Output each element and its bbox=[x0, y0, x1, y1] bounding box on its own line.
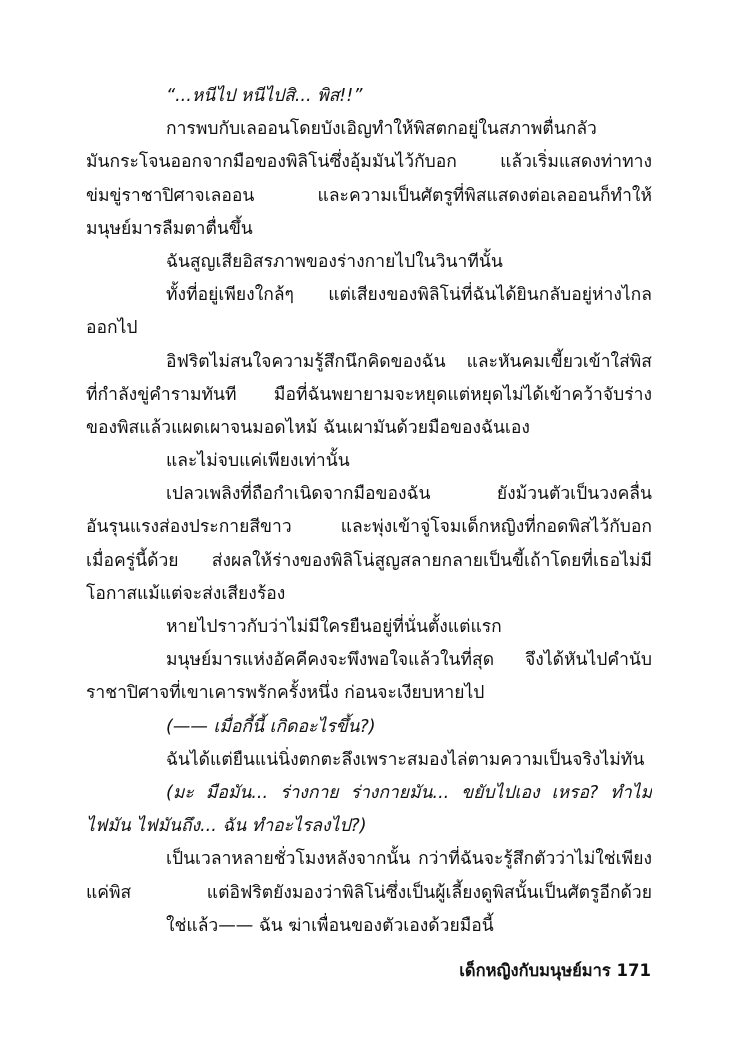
paragraph-line: และไม่จบแค่เพียงเท่านั้น bbox=[166, 451, 350, 472]
thought-line: (มะ มือมัน... ร่างกาย ร่างกายมัน... ขยับไปเอง เหรอ? ทำไม bbox=[166, 782, 652, 803]
thought-line: ไฟมัน ไฟมันถึง... ฉัน ทำอะไรลงไป?) bbox=[86, 816, 367, 837]
paragraph-line: การพบกับเลออนโดยบังเอิญทำให้พิสตกอยู่ในสภาพตื่นกลัว bbox=[166, 119, 597, 140]
paragraph-line: ทั้งที่อยู่เพียงใกล้ๆ แต่เสียงของพิลิโน่ที่ฉันได้ยินกลับอยู่ห่างไกล bbox=[166, 285, 652, 306]
paragraph-line: ฉันสูญเสียอิสรภาพของร่างกายไปในวินาทีนั้น bbox=[166, 251, 503, 272]
paragraph-line: ออกไป bbox=[86, 318, 138, 339]
page-footer bbox=[0, 958, 651, 984]
paragraph-line: ฉันได้แต่ยืนแน่นิ่งตกตะลึงเพราะสมองไล่ตามความเป็นจริงไม่ทัน bbox=[166, 749, 645, 770]
paragraph-line: ราชาปิศาจที่เขาเคารพรักครั้งหนึ่ง ก่อนจะเงียบหายไป bbox=[86, 683, 485, 704]
paragraph-line: ที่กำลังขู่คำรามทันที มือที่ฉันพยายามจะหยุดแต่หยุดไม่ได้เข้าคว้าจับร่าง bbox=[86, 384, 652, 405]
paragraph-line: เปลวเพลิงที่ถือกำเนิดจากมือของฉัน ยังม้วนตัวเป็นวงคลื่น bbox=[166, 484, 652, 505]
paragraph-line: หายไปราวกับว่าไม่มีใครยืนอยู่ที่นั่นตั้งแต่แรก bbox=[166, 617, 502, 637]
book-title: เด็กหญิงกับมนุษย์มาร bbox=[459, 961, 611, 980]
paragraph-line: เมื่อครู่นี้ด้วย ส่งผลให้ร่างของพิลิโน่สูญสลายกลายเป็นขี้เถ้าโดยที่เธอไม่มี bbox=[86, 550, 652, 571]
paragraph-line: อันรุนแรงส่องประกายสีขาว และพุ่งเข้าจู่โจมเด็กหญิงที่กอดพิสไว้กับอก bbox=[86, 517, 652, 538]
paragraph-line: เป็นเวลาหลายชั่วโมงหลังจากนั้น กว่าที่ฉันจะรู้สึกตัวว่าไม่ใช่เพียง bbox=[166, 849, 652, 870]
body-text bbox=[86, 80, 652, 943]
paragraph-line: มันกระโจนออกจากมือของพิลิโน่ซึ่งอุ้มมันไว้กับอก แล้วเริ่มแสดงท่าทาง bbox=[86, 152, 652, 173]
page-number: 171 bbox=[616, 961, 651, 980]
paragraph-line: มนุษย์มารลืมตาตื่นขึ้น bbox=[86, 218, 253, 239]
paragraph-line: แค่พิส แต่อิฟริตยังมองว่าพิลิโน่ซึ่งเป็นผู้เลี้ยงดูพิสนั้นเป็นศัตรูอีกด้วย bbox=[86, 882, 652, 903]
paragraph-line: มนุษย์มารแห่งอัคคีคงจะพึงพอใจแล้วในที่สุด จึงได้หันไปคำนับ bbox=[166, 650, 652, 671]
paragraph-line: ข่มขู่ราชาปิศาจเลออน และความเป็นศัตรูที่พิสแสดงต่อเลออนก็ทำให้ bbox=[86, 185, 652, 206]
thought-line: (—— เมื่อกี้นี้ เกิดอะไรขึ้น?) bbox=[166, 716, 376, 737]
paragraph-line: อิฟริตไม่สนใจความรู้สึกนึกคิดของฉัน และหันคมเขี้ยวเข้าใส่พิส bbox=[166, 351, 652, 372]
paragraph-line: ใช่แล้ว—— ฉัน ฆ่าเพื่อนของตัวเองด้วยมือนี้ bbox=[166, 915, 494, 936]
paragraph-line: ของพิสแล้วแผดเผาจนมอดไหม้ ฉันเผามันด้วยมือของฉันเอง bbox=[86, 417, 530, 438]
dialogue-line: “...หนีไป หนีไปสิ... พิส!!” bbox=[166, 86, 363, 106]
paragraph-line: โอกาสแม้แต่จะส่งเสียงร้อง bbox=[86, 583, 286, 604]
